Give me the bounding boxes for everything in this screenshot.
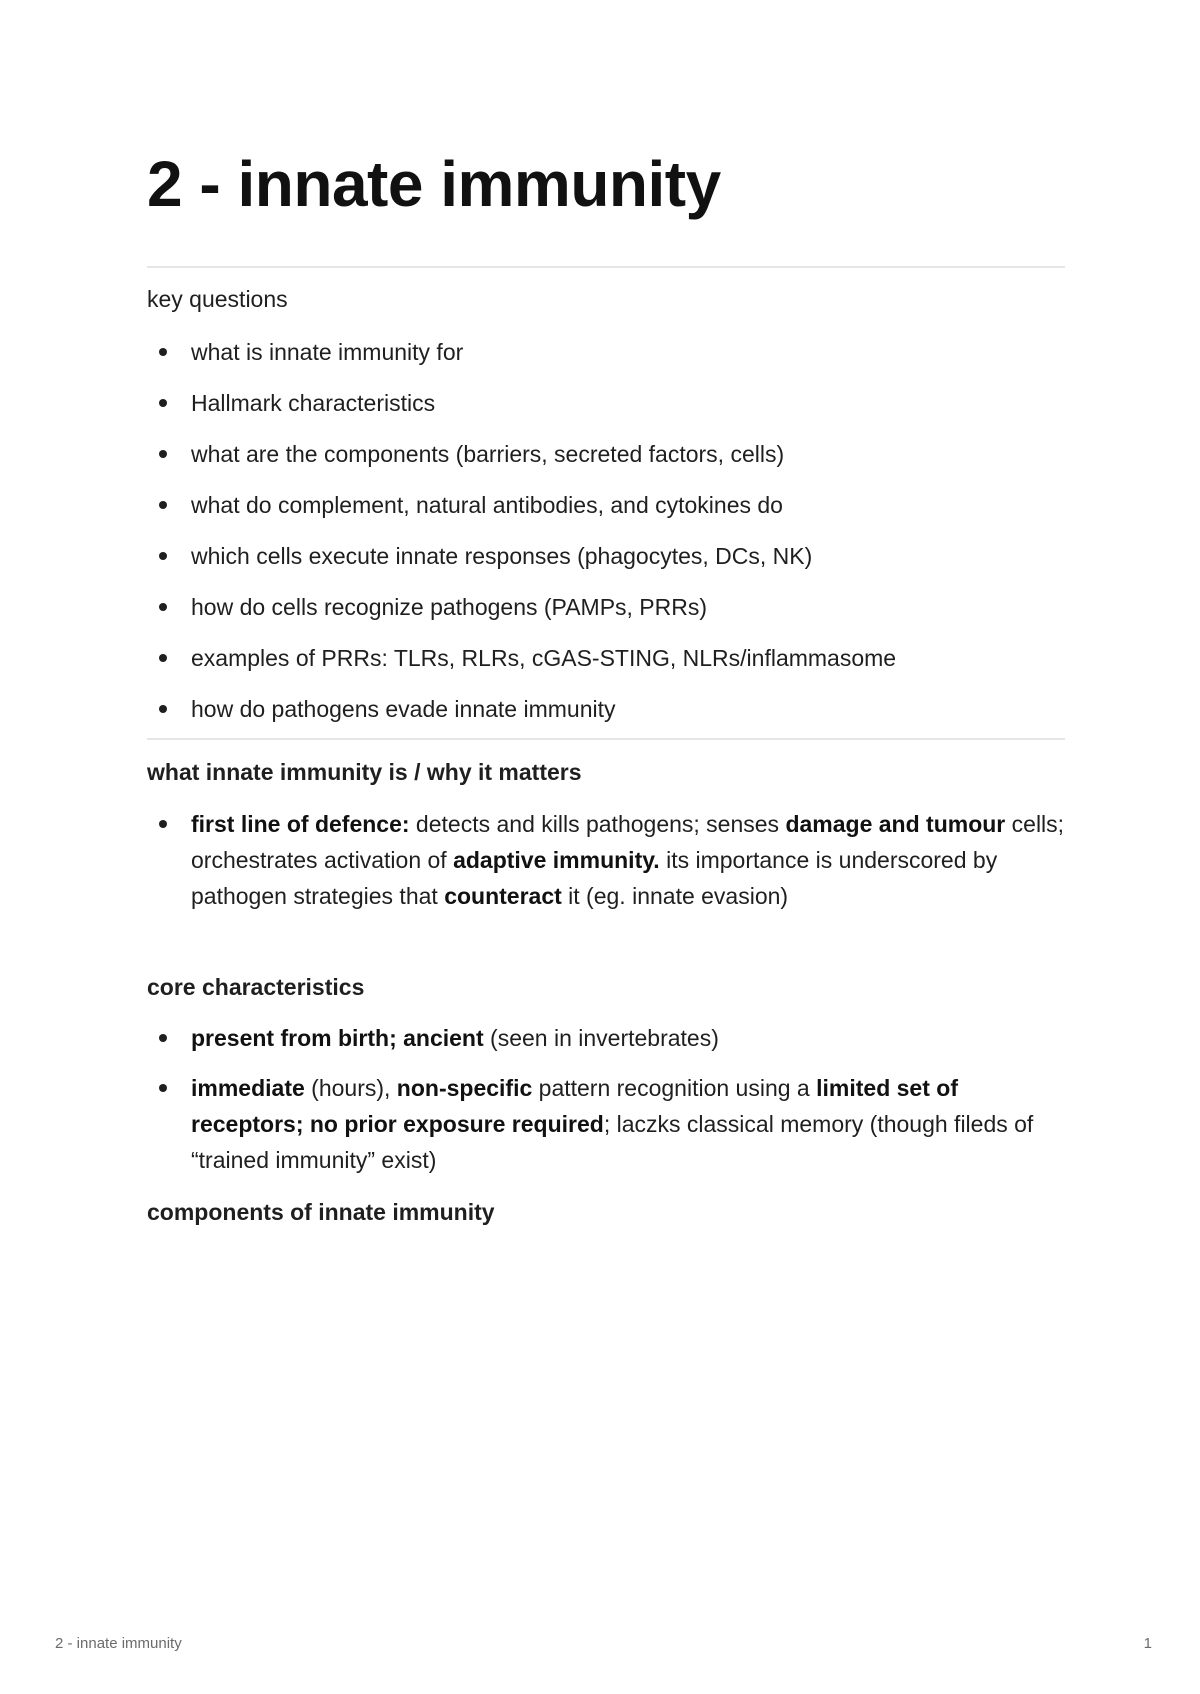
list-item	[147, 487, 1065, 523]
list-item-text: which cells execute innate responses (phagocytes, DCs, NK)	[191, 543, 813, 569]
text: cells; orchestrates activation of	[191, 811, 1065, 873]
text: detects and kills pathogens; senses	[409, 811, 786, 837]
divider-top	[147, 266, 1065, 268]
list-item	[147, 385, 1065, 421]
text: it (eg. innate evasion)	[561, 883, 789, 909]
text: pattern recognition using a	[532, 1075, 817, 1101]
key-questions-label: key questions	[147, 286, 288, 312]
list-item	[147, 538, 1065, 574]
list-item-text: what is innate immunity for	[191, 339, 464, 365]
text: (hours),	[304, 1075, 397, 1101]
bold-text: non-specific	[396, 1075, 533, 1101]
list-item	[147, 436, 1065, 472]
section-heading-why: what innate immunity is / why it matters	[147, 759, 582, 785]
bullet-icon	[159, 450, 167, 458]
list-item	[147, 334, 1065, 370]
list-item	[147, 1020, 1065, 1056]
bold-text: immediate	[191, 1075, 305, 1101]
bullet-icon	[159, 603, 167, 611]
bold-text: adaptive immunity.	[453, 847, 660, 873]
bullet-icon	[159, 348, 167, 356]
bullet-icon	[159, 552, 167, 560]
list-item	[147, 589, 1065, 625]
core-list	[147, 1020, 1065, 1192]
list-item	[147, 691, 1065, 727]
list-item-text: examples of PRRs: TLRs, RLRs, cGAS-STING, NLRs/inflammasome	[191, 645, 897, 671]
bold-text: limited set of receptors; no prior exposure required	[191, 1075, 958, 1137]
list-item-text: how do pathogens evade innate immunity	[191, 696, 616, 722]
divider-middle	[147, 738, 1065, 740]
list-item	[147, 640, 1065, 676]
section-heading-components: components of innate immunity	[147, 1199, 495, 1225]
list-item	[147, 1070, 1065, 1178]
list-item-text: Hallmark characteristics	[191, 390, 436, 416]
bullet-icon	[159, 820, 167, 828]
list-item-text: how do cells recognize pathogens (PAMPs, PRRs)	[191, 594, 708, 620]
list-item-text: what are the components (barriers, secreted factors, cells)	[191, 441, 785, 467]
bold-text: counteract	[444, 883, 562, 909]
bullet-icon	[159, 399, 167, 407]
bullet-icon	[159, 1084, 167, 1092]
bullet-icon	[159, 654, 167, 662]
section-heading-core: core characteristics	[147, 974, 365, 1000]
list-item-text: what do complement, natural antibodies, and cytokines do	[191, 492, 783, 518]
footer-doc-name: 2 - innate immunity	[55, 1635, 182, 1652]
text: ; laczks classical memory (though fileds of “trained immunity” exist)	[191, 1111, 1034, 1173]
footer-page-number: 1	[1143, 1635, 1152, 1652]
page-title: 2 - innate immunity	[147, 148, 721, 220]
key-questions-list	[147, 334, 1065, 742]
bold-text: first line of defence:	[191, 811, 410, 837]
text: its importance is underscored by pathogen strategies that	[191, 847, 998, 909]
bullet-icon	[159, 705, 167, 713]
text: (seen in invertebrates)	[483, 1025, 719, 1051]
bullet-icon	[159, 501, 167, 509]
why-list	[147, 806, 1065, 928]
bold-text: damage and tumour	[785, 811, 1006, 837]
list-item	[147, 806, 1065, 914]
bullet-icon	[159, 1034, 167, 1042]
bold-text: present from birth; ancient	[191, 1025, 484, 1051]
